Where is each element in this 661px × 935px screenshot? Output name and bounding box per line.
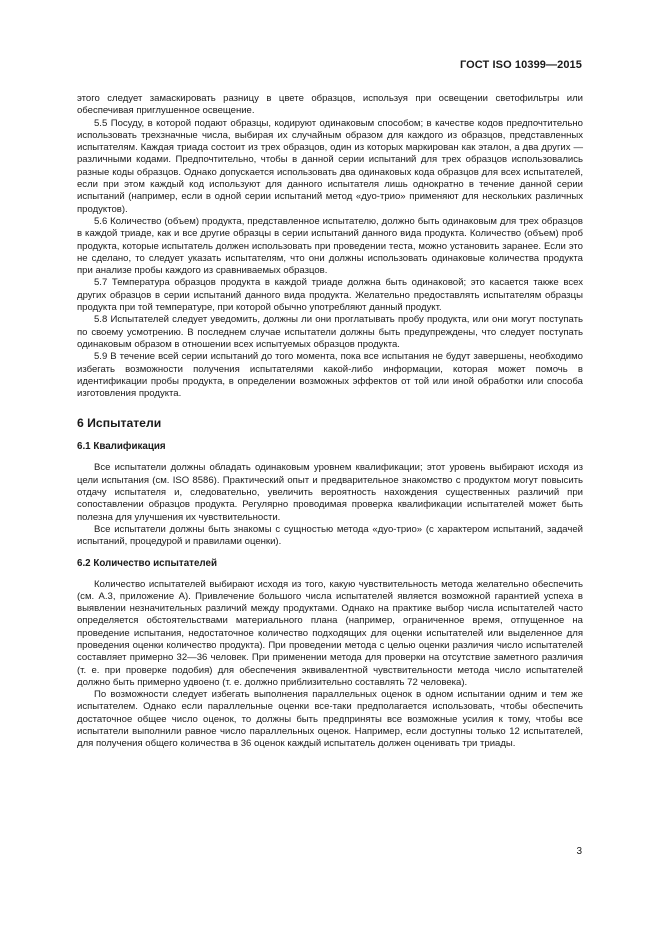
subsection-6-2-heading: 6.2 Количество испытателей — [77, 557, 217, 569]
paragraph-5-8: 5.8 Испытателей следует уведомить, должны ли они проглатывать пробу продукта, или они могут поступать по своему усмотрению. В последнем случае испытатели должны быть предупреждены, что следует поступать одинаковым образом в отношении всех испытуемых образцов продукта. — [77, 314, 583, 350]
paragraph-continuation: этого следует замаскировать разницу в цвете образцов, используя при освещении светофильтры или обеспечивая приглушенное освещение. — [77, 93, 583, 117]
page-number: 3 — [576, 846, 582, 857]
paragraph-6-1-a: Все испытатели должны обладать одинаковым уровнем квалификации; этот уровень выбирают исходя из цели испытания (см. ISO 8586). Практический опыт и предварительное знакомство с продуктом могут повысить отдачу испытателя и, следовательно, увеличить вероятность нахождения существенных различий при сопоставлении образцов продукта. Регулярно проводимая проверка квалификации испытателей может быть полезна для улучшения их чувствительности. — [77, 462, 583, 523]
subsection-6-1-heading: 6.1 Квалификация — [77, 441, 166, 453]
paragraph-5-5: 5.5 Посуду, в которой подают образцы, кодируют одинаковым способом; в качестве кодов предпочтительно использовать трехзначные числа, выбирая их случайным образом для каждого из образцов, представленных испытателям. Каждая триада состоит из трех образцов, один из которых маркирован как эталон, а два других — различными кодами. Предпочтительно, чтобы в данной серии испытаний для трех образцов использовались разные коды образцов. Однако допускается использовать два одинаковых кода образцов для всех испытателей, если при этом каждый код используют для данного испытателя лишь однократно в течение данной серии испытаний (например, если в одной серии испытаний метод «дуо-трио» применяют для нескольких различных продуктов). — [77, 117, 583, 215]
paragraph-5-7: 5.7 Температура образцов продукта в каждой триаде должна быть одинаковой; это касается также всех других образцов в серии испытаний данного вида продукта. Желательно предоставлять испытателям образцы продукта при той температуре, при которой обычно употребляют данный продукт. — [77, 277, 583, 314]
paragraph-6-1-b: Все испытатели должны быть знакомы с сущностью метода «дуо-трио» (с характером испытаний, задачей испытаний, процедурой и правилами оценки). — [77, 523, 583, 548]
paragraph-6-2-a: Количество испытателей выбирают исходя из того, какую чувствительность метода желательно обеспечить (см. А.3, приложение А). Привлечение большого числа испытателей является возможной гарантией успеха в выявлении незначительных различий между продуктами. Однако на практике выбор числа испытателей часто определяется обстоятельствами материального плана (например, ограниченное время, отпущенное на проведение испытания, недостаточное количество подходящих для оценки испытателей или выделенное для проведения оценки количество продукта). При проведении метода с целью оценки различия число испытателей составляет примерно 32—36 человек. При применении метода для проверки на отсутствие заметного различия (т. е. при проверке подобия) для обеспечения эквивалентной чувствительности метода число испытателей должно быть примерно удвоено (т. е. должно приблизительно составлять 72 человека). — [77, 578, 583, 688]
paragraph-6-2-b: По возможности следует избегать выполнения параллельных оценок в одном испытании одним и тем же испытателем. Однако если параллельные оценки все-таки предполагается использовать, чтобы обеспечить достаточное общее число оценок, то должны быть предприняты все возможные усилия к тому, чтобы все испытатели выполнили равное число параллельных оценок. Например, если доступны только 12 испытателей, для получения общего количества в 36 оценок каждый испытатель должен оценивать три триады. — [77, 689, 583, 750]
section-6-heading: 6 Испытатели — [77, 416, 162, 431]
paragraph-5-6: 5.6 Количество (объем) продукта, представленное испытателю, должно быть одинаковым для трех образцов в каждой триаде, как и все другие образцы в серии испытаний данного вида продукта. Количество (объем) проб продукта, которые испытатель должен использовать при проведении теста, можно установить заранее. Если это не сделано, то следует указать испытателям, что они должны использовать одинаковые количества продукта при анализе пробы каждого из сравниваемых образцов. — [77, 215, 583, 277]
document-body — [77, 93, 583, 751]
paragraph-5-9: 5.9 В течение всей серии испытаний до того момента, пока все испытания не будут завершены, необходимо избегать возможности получения испытателями какой-либо информации, которая может помочь в идентификации пробы продукта, в определении возможных эффектов от той или иной обработки или способа изготовления продукта. — [77, 351, 583, 400]
page-header-standard: ГОСТ ISO 10399—2015 — [459, 59, 582, 71]
